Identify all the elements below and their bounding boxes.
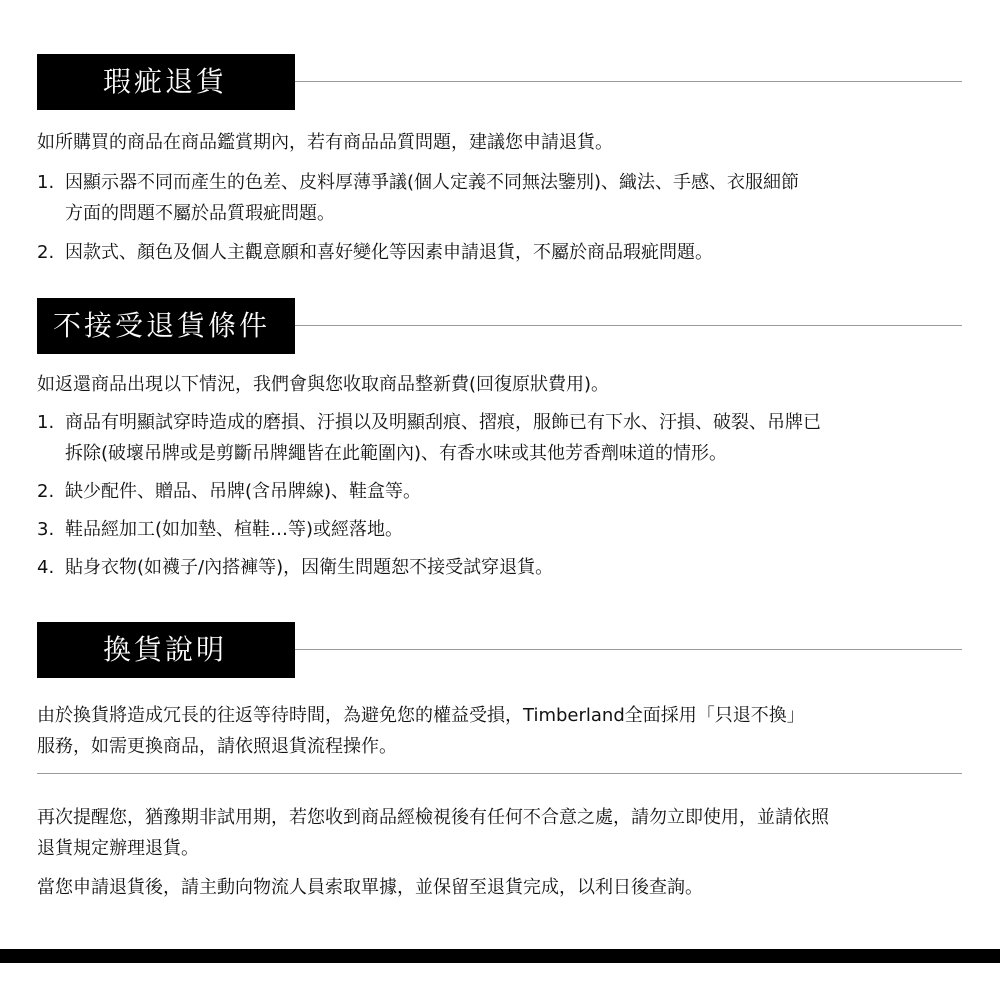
list-item-text: 貼身衣物(如襪子/內搭褲等)，因衛生問題恕不接受試穿退貨。 bbox=[65, 557, 554, 578]
list-item-text: 鞋品經加工(如加墊、楦鞋…等)或經落地。 bbox=[65, 519, 404, 540]
list-item-number: 3. bbox=[37, 519, 55, 540]
defect-list bbox=[37, 167, 962, 268]
section-title-unaccepted: 不接受退貨條件 bbox=[37, 298, 295, 354]
list-item-number: 2. bbox=[37, 481, 55, 502]
list-item bbox=[37, 167, 962, 229]
footer-bar bbox=[0, 949, 1000, 963]
list-item-text: 因款式、顏色及個人主觀意願和喜好變化等因素申請退貨，不屬於商品瑕疵問題。 bbox=[65, 242, 713, 263]
section-title-exchange: 換貨說明 bbox=[37, 622, 295, 678]
list-item-text: 缺少配件、贈品、吊牌(含吊牌線)、鞋盒等。 bbox=[65, 481, 422, 502]
defect-intro: 如所購買的商品在商品鑑賞期內，若有商品品質問題，建議您申請退貨。 bbox=[37, 132, 613, 153]
reminder-line-2: 退貨規定辦理退貨。 bbox=[37, 838, 199, 859]
list-item-text: 因顯示器不同而產生的色差、皮料厚薄爭議(個人定義不同無法鑒別)、織法、手感、衣服細節 bbox=[65, 172, 800, 193]
section-header-unaccepted bbox=[37, 298, 962, 354]
exchange-body-line-1: 由於換貨將造成冗長的往返等待時間，為避免您的權益受損，Timberland全面採用「只退不換」 bbox=[37, 705, 805, 726]
list-item-text-continued: 方面的問題不屬於品質瑕疵問題。 bbox=[65, 203, 335, 224]
unaccepted-list bbox=[37, 407, 962, 583]
list-item-text: 商品有明顯試穿時造成的磨損、汙損以及明顯刮痕、摺痕，服飾已有下水、汙損、破裂、吊牌已 bbox=[65, 412, 821, 433]
list-item bbox=[37, 407, 962, 469]
unaccepted-intro: 如返還商品出現以下情況，我們會與您收取商品整新費(回復原狀費用)。 bbox=[37, 374, 610, 395]
list-item-number: 4. bbox=[37, 557, 55, 578]
section-header-defect bbox=[37, 54, 962, 110]
list-item bbox=[37, 237, 962, 268]
list-item bbox=[37, 514, 962, 545]
section-header-exchange bbox=[37, 622, 962, 678]
reminder-line-1: 再次提醒您，猶豫期非試用期，若您收到商品經檢視後有任何不合意之處，請勿立即使用，並請依照 bbox=[37, 807, 829, 828]
reminder-line-3: 當您申請退貨後，請主動向物流人員索取單據，並保留至退貨完成，以利日後查詢。 bbox=[37, 877, 703, 898]
exchange-body-line-2: 服務，如需更換商品，請依照退貨流程操作。 bbox=[37, 736, 397, 757]
list-item bbox=[37, 552, 962, 583]
list-item-number: 2. bbox=[37, 242, 55, 263]
list-item-number: 1. bbox=[37, 172, 55, 193]
list-item bbox=[37, 476, 962, 507]
list-item-number: 1. bbox=[37, 412, 55, 433]
section-title-defect: 瑕疵退貨 bbox=[37, 54, 295, 110]
list-item-text-continued: 拆除(破壞吊牌或是剪斷吊牌繩皆在此範圍內)、有香水味或其他芳香劑味道的情形。 bbox=[65, 443, 728, 464]
section-divider bbox=[37, 773, 962, 774]
